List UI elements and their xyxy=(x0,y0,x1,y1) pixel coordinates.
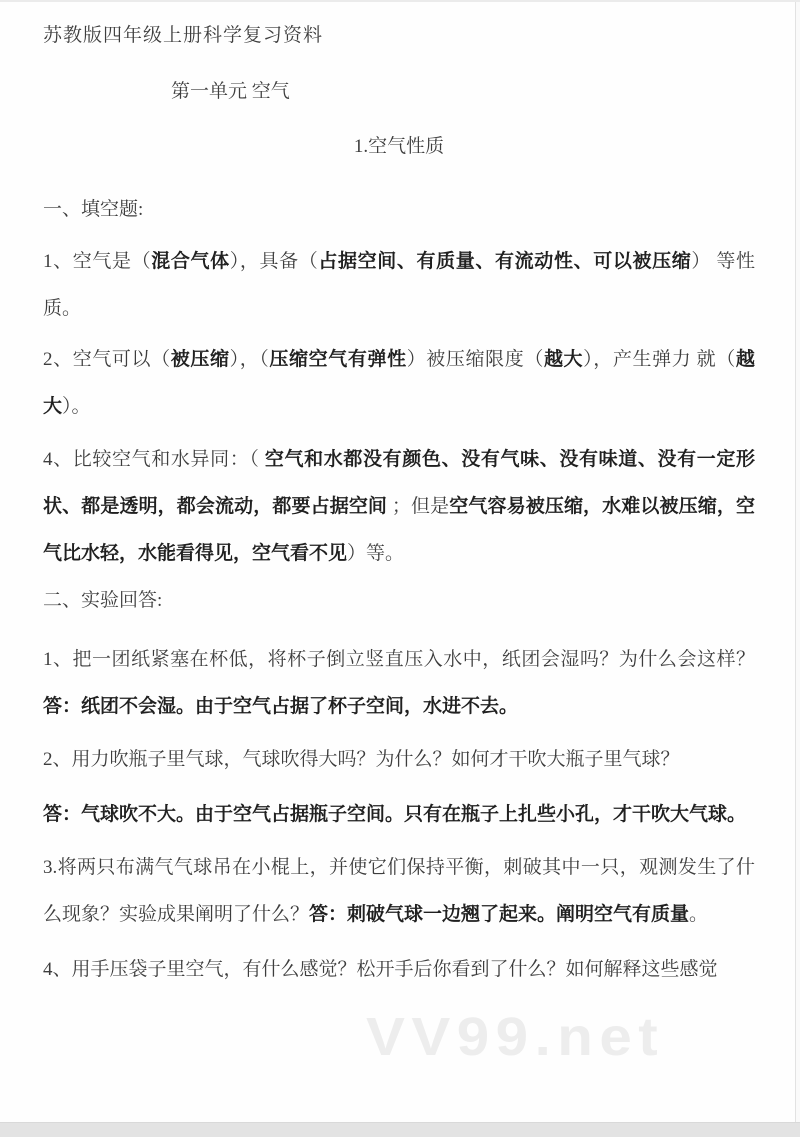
experiment-question-1 xyxy=(43,636,755,730)
answer-run: 被压缩 xyxy=(170,349,230,370)
answer-run: 压缩空气有弹性 xyxy=(269,349,407,370)
experiment-question-2 xyxy=(43,736,755,783)
answer-run: 空气容易被压缩，水难以被压缩，空气比水轻，水能看得见，空气看不见 xyxy=(43,496,755,564)
text-run: ）被压缩限度（ xyxy=(406,349,544,370)
answer-run: 占据空间、有质量、有流动性、可以被压缩 xyxy=(318,251,692,272)
text-run: 1、空气是（ xyxy=(43,251,152,272)
fill-in-item-4 xyxy=(43,436,755,577)
fill-in-item-2 xyxy=(43,336,755,430)
question-run: 2、用力吹瓶子里气球，气球吹得大吗？为什么？如何才干吹大瓶子里气球？ xyxy=(43,749,680,770)
question-run: 1、把一团纸紧塞在杯低，将杯子倒立竖直压入水中，纸团会湿吗？为什么会这样？ xyxy=(43,649,755,670)
question-run: 3.将两只布满气气球吊在小棍上，并使它们保持平衡，刺破其中一只，观测发生了什么现象？实验成果阐明了什么？ xyxy=(43,857,755,925)
answer-run: 空气和水都没有颜色、没有气味、没有味道、没有一定形状、都是透明，都会流动，都要占据空间 xyxy=(43,449,755,517)
experiment-question-3 xyxy=(43,844,755,938)
experiment-question-4 xyxy=(43,946,755,993)
text-run: ），产生弹力 就（ xyxy=(583,349,736,370)
lesson-heading: 1.空气性质 xyxy=(353,136,445,157)
text-run: 。 xyxy=(689,904,709,925)
page-bottom-bar xyxy=(0,1122,800,1137)
fill-in-item-1 xyxy=(43,238,755,332)
text-run: ）等。 xyxy=(347,543,405,564)
section-heading-fill-in: 一、填空题: xyxy=(43,199,144,220)
experiment-answer-2 xyxy=(43,791,755,838)
answer-run: 越大 xyxy=(43,349,755,417)
doc-title: 苏教版四年级上册科学复习资料 xyxy=(43,25,324,46)
text-run: 4、比较空气和水异同：（ xyxy=(43,449,265,470)
text-run: 2、空气可以（ xyxy=(43,349,171,370)
answer-run: 答：纸团不会湿。由于空气占据了杯子空间，水进不去。 xyxy=(43,696,519,717)
question-run: 4、用手压袋子里空气，有什么感觉？松开手后你看到了什么？如何解释这些感觉 xyxy=(43,959,718,980)
answer-run: 越大 xyxy=(543,349,584,370)
text-run: ；但是 xyxy=(387,496,450,517)
answer-run: 混合气体 xyxy=(151,251,230,272)
unit-heading: 第一单元 空气 xyxy=(171,81,290,102)
text-run: ），（ xyxy=(229,349,270,370)
watermark: VV99.net xyxy=(366,1007,665,1067)
text-run: ），具备（ xyxy=(229,251,319,272)
answer-run: 答：刺破气球一边翘了起来。阐明空气有质量 xyxy=(309,904,690,925)
section-heading-experiments: 二、实验回答: xyxy=(43,590,163,611)
text-run: ）。 xyxy=(62,396,91,417)
text-run: ） 等性质。 xyxy=(43,251,755,319)
answer-run: 答：气球吹不大。由于空气占据瓶子空间。只有在瓶子上扎些小孔，才干吹大气球。 xyxy=(43,804,747,825)
